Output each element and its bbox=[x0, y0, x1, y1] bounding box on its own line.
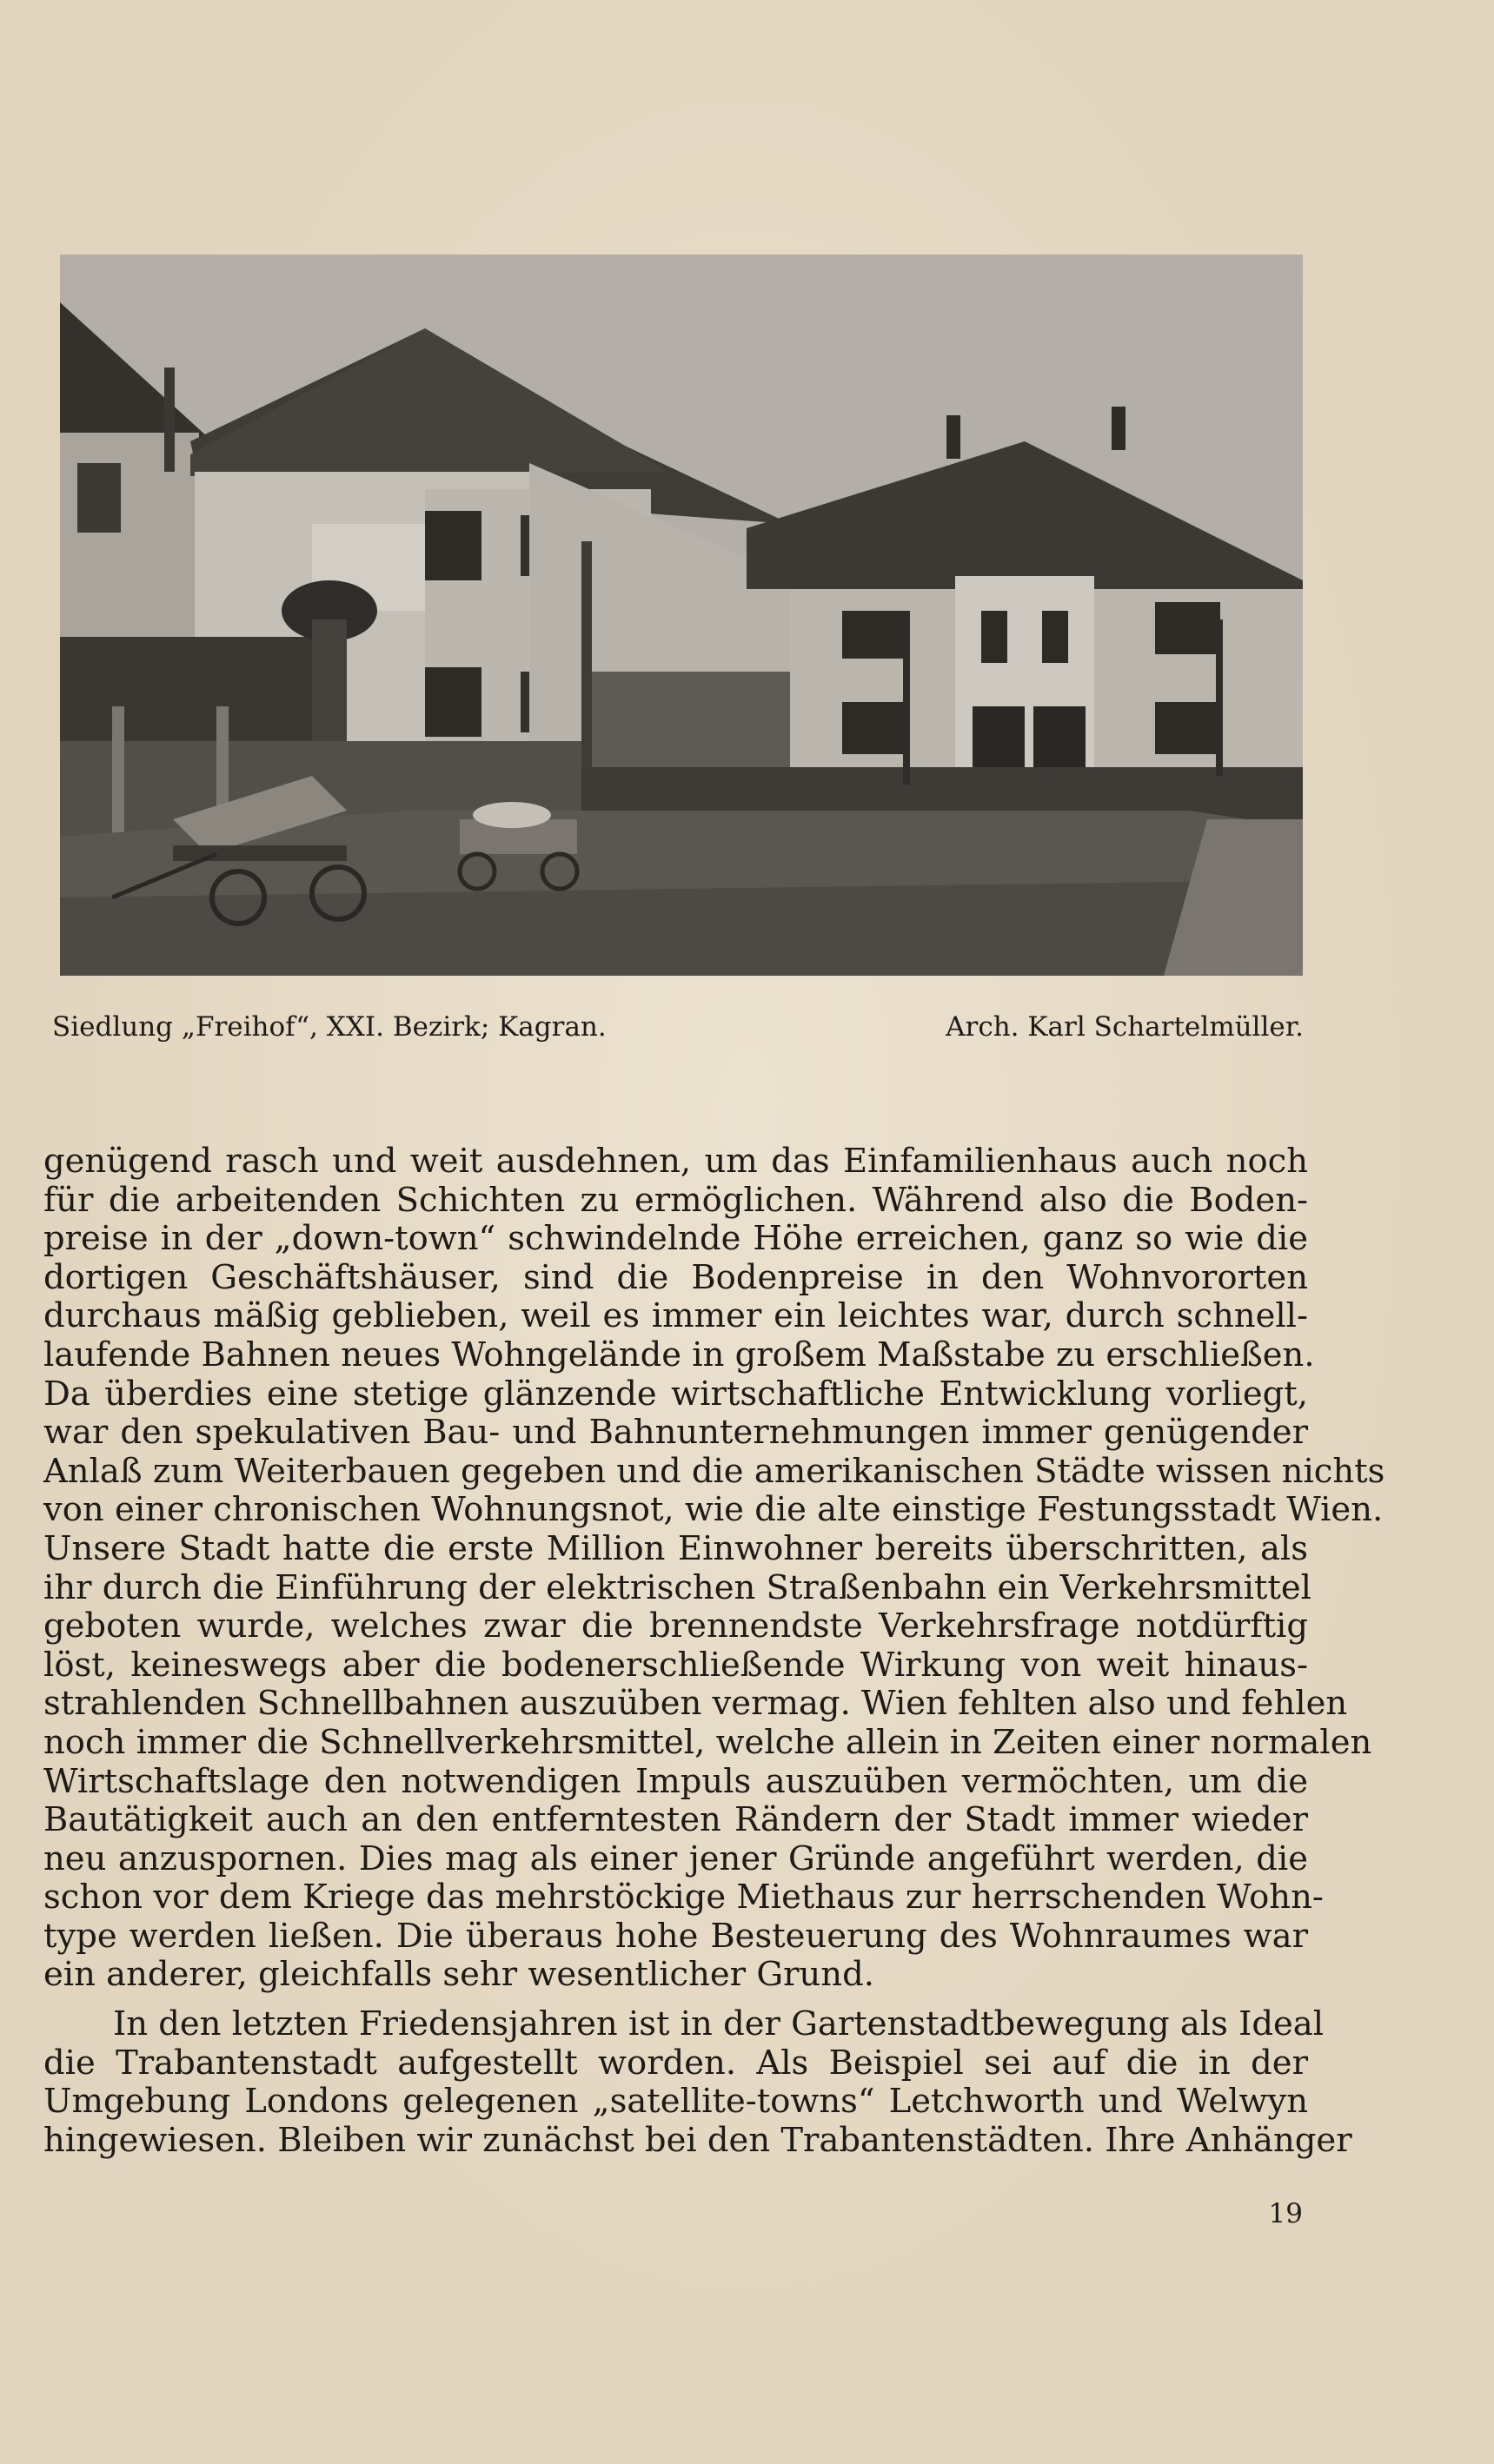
body-text bbox=[43, 1142, 1385, 2160]
text-line: neu anzuspornen. Dies mag als einer jener Gründe angeführt werden, die bbox=[43, 1838, 1308, 1878]
text-line: In den letzten Friedensjahren ist in der Gartenstadtbewegung als Ideal bbox=[113, 2004, 1325, 2044]
text-line: laufende Bahnen neues Wohngelände in großem Maßstabe zu erschließen. bbox=[43, 1335, 1315, 1374]
text-line: löst, keineswegs aber die bodenerschließende Wirkung von weit hinaus- bbox=[43, 1645, 1308, 1685]
text-line: dortigen Geschäftshäuser, sind die Bodenpreise in den Wohnvororten bbox=[43, 1257, 1308, 1297]
text-line: Wirtschaftslage den notwendigen Impuls auszuüben vermöchten, um die bbox=[43, 1761, 1308, 1801]
text-line: type werden ließen. Die überaus hohe Besteuerung des Wohnraumes war bbox=[43, 1916, 1308, 1956]
paragraph-2 bbox=[43, 2004, 1352, 2160]
text-line: noch immer die Schnellverkehrsmittel, welche allein in Zeiten einer normalen bbox=[43, 1722, 1372, 1762]
text-line: Da überdies eine stetige glänzende wirtschaftliche Entwicklung vorliegt, bbox=[43, 1374, 1308, 1414]
text-line: von einer chronischen Wohnungsnot, wie die alte einstige Festungsstadt Wien. bbox=[43, 1490, 1384, 1530]
text-line: hingewiesen. Bleiben wir zunächst bei den Trabantenstädten. Ihre Anhänger bbox=[43, 2120, 1352, 2160]
text-line: durchaus mäßig geblieben, weil es immer ein leichtes war, durch schnell- bbox=[43, 1296, 1308, 1336]
text-line: Unsere Stadt hatte die erste Million Einwohner bereits überschritten, als bbox=[43, 1528, 1308, 1568]
text-line: war den spekulativen Bau- und Bahnunternehmungen immer genügender bbox=[43, 1413, 1308, 1453]
text-line: preise in der „down-town“ schwindelnde Höhe erreichen, ganz so wie die bbox=[43, 1219, 1308, 1259]
photograph-houses bbox=[60, 255, 1303, 976]
text-line: ihr durch die Einführung der elektrischen Straßenbahn ein Verkehrsmittel bbox=[43, 1567, 1311, 1607]
caption-title: Siedlung „Freihof“, XXI. Bezirk; Kagran. bbox=[52, 1011, 607, 1043]
paragraph-1 bbox=[43, 1142, 1385, 1995]
text-line: die Trabantenstadt aufgestellt worden. Als Beispiel sei auf die in der bbox=[43, 2043, 1308, 2083]
text-line: geboten wurde, welches zwar die brennendste Verkehrsfrage notdürftig bbox=[43, 1606, 1308, 1646]
text-line: schon vor dem Kriege das mehrstöckige Miethaus zur herrschenden Wohn- bbox=[43, 1878, 1324, 1918]
text-line: Bautätigkeit auch an den entferntesten Rändern der Stadt immer wieder bbox=[43, 1800, 1308, 1840]
photo-illustration bbox=[60, 255, 1303, 976]
text-line: genügend rasch und weit ausdehnen, um das Einfamilienhaus auch noch bbox=[43, 1142, 1308, 1181]
text-line: Anlaß zum Weiterbauen gegeben und die amerikanischen Städte wissen nichts bbox=[43, 1451, 1385, 1491]
caption-architect: Arch. Karl Schartelmüller. bbox=[946, 1011, 1304, 1043]
text-line: Umgebung Londons gelegenen „satellite-towns“ Letchworth und Welwyn bbox=[43, 2082, 1308, 2122]
text-line: ein anderer, gleichfalls sehr wesentlicher Grund. bbox=[43, 1955, 874, 1995]
page-number: 19 bbox=[1268, 2198, 1303, 2229]
text-line: für die arbeitenden Schichten zu ermöglichen. Während also die Boden- bbox=[43, 1180, 1308, 1220]
text-line: strahlenden Schnellbahnen auszuüben vermag. Wien fehlten also und fehlen bbox=[43, 1684, 1348, 1724]
photo-caption bbox=[52, 1010, 1304, 1044]
